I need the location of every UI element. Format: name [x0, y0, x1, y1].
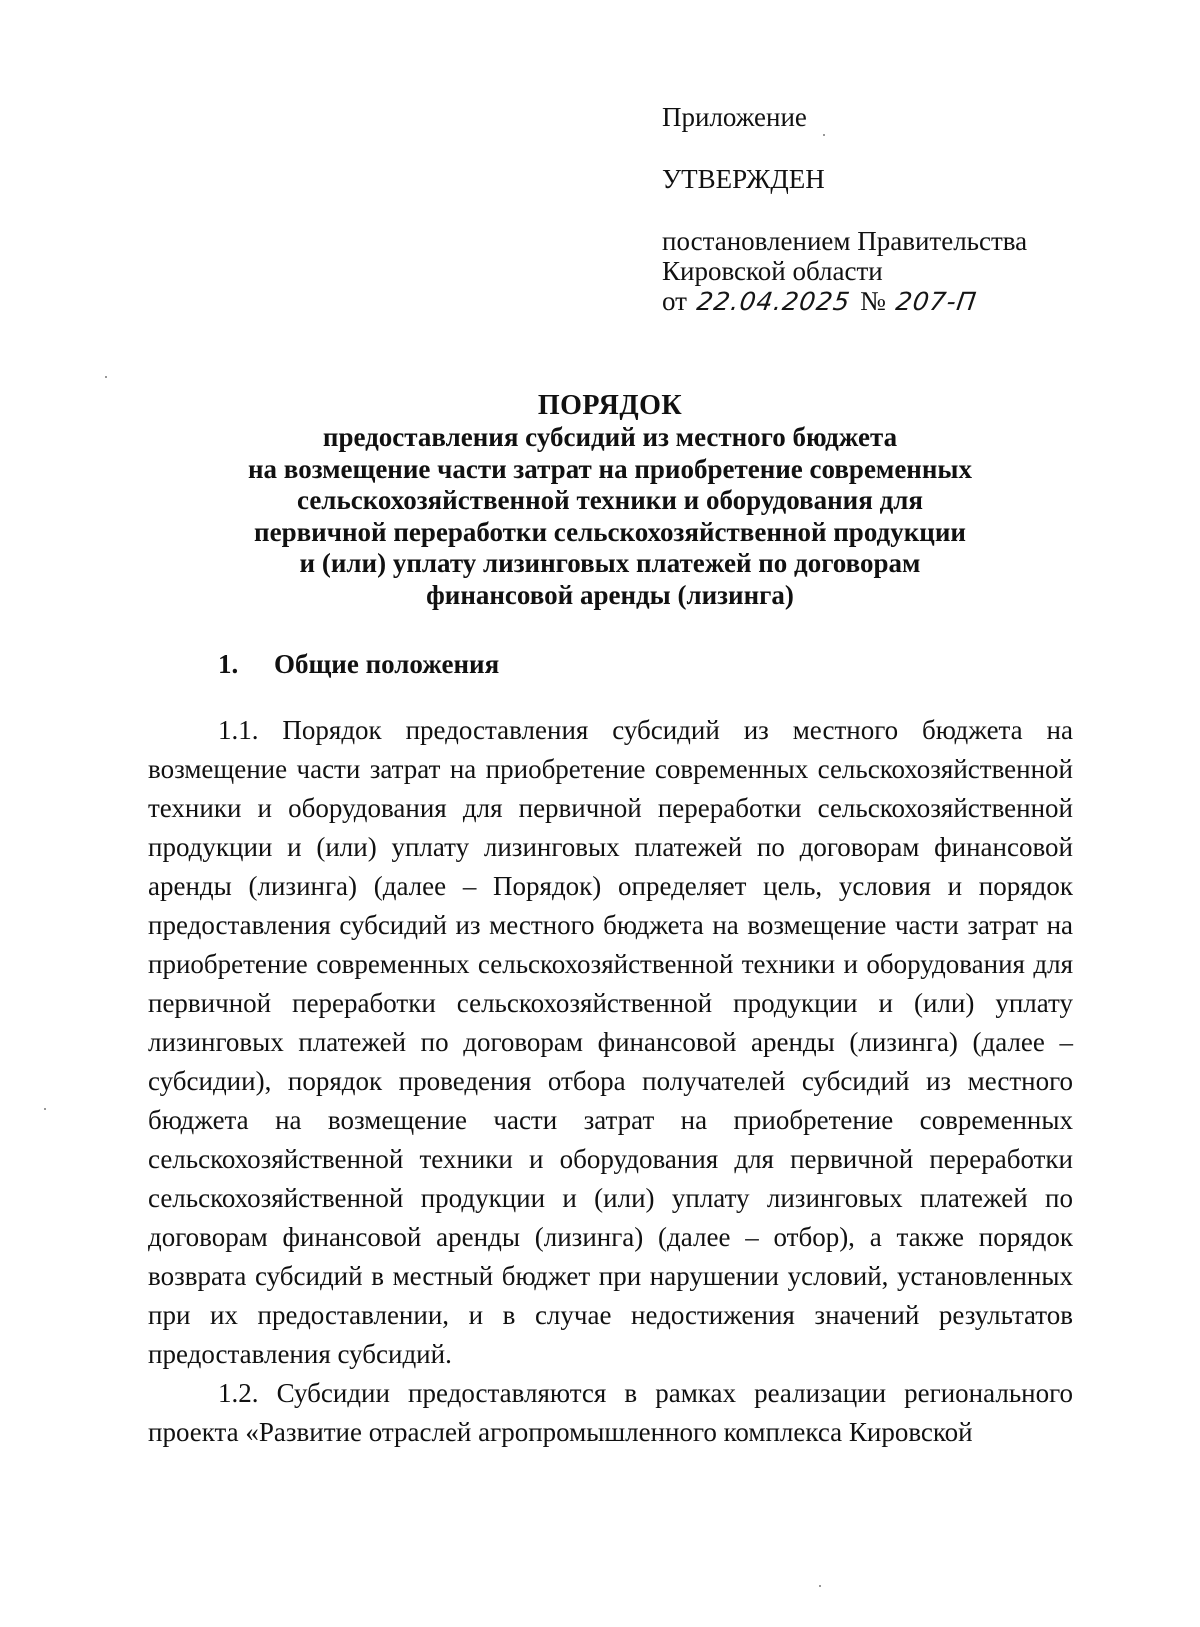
scan-speck	[105, 376, 107, 378]
appendix-label: Приложение	[662, 102, 807, 132]
section-heading	[218, 648, 499, 680]
title-line: предоставления субсидий из местного бюджета	[322, 422, 898, 452]
approved-by-line-1: постановлением Правительства	[662, 226, 1028, 256]
approved-label: УТВЕРЖДЕН	[662, 164, 825, 194]
handwritten-date: 22.04.2025	[694, 287, 853, 316]
title-line: и (или) уплату лизинговых платежей по договорам	[299, 548, 921, 578]
scan-speck	[44, 1108, 46, 1110]
paragraph-1-2: 1.2. Субсидии предоставляются в рамках реализации регионального проекта «Развитие отраслей агропромышленного комплекса Кировской	[148, 1378, 1073, 1447]
scan-speck	[823, 134, 825, 136]
title-main: ПОРЯДОК	[537, 390, 683, 421]
title-line: финансовой аренды (лизинга)	[426, 579, 794, 610]
section-body	[148, 711, 1073, 1452]
approval-date-line	[662, 286, 1122, 317]
section-title: Общие положения	[274, 649, 500, 679]
number-sign: №	[860, 286, 886, 316]
title-line: сельскохозяйственной техники и оборудования для	[297, 485, 923, 515]
title-line: на возмещение части затрат на приобретение современных	[247, 453, 973, 484]
scan-speck	[819, 1585, 821, 1587]
date-prefix: от	[662, 286, 687, 316]
approval-block	[662, 102, 1122, 317]
section-number: 1.	[218, 649, 239, 679]
paragraph-1-1: 1.1. Порядок предоставления субсидий из местного бюджета на возмещение части затрат на приобретение современных сельскохозяйственной техники и оборудования для первичной переработки сельскохозяйственной продукции и (или) уплату лизинговых платежей по договорам финансовой аренды (лизинга) (далее – Порядок) определяет цель, условия и порядок предоставления субсидий из местного бюджета на возмещение части затрат на приобретение современных сельскохозяйственной техники и оборудования для первичной переработки сельскохозяйственной продукции и (или) уплату лизинговых платежей по договорам финансовой аренды (лизинга) (далее – субсидии), порядок проведения отбора получателей субсидий из местного бюджета на возмещение части затрат на приобретение современных сельскохозяйственной техники и оборудования для первичной переработки сельскохозяйственной продукции и (или) уплату лизинговых платежей по договорам финансовой аренды (лизинга) (далее – отбор), а также порядок возврата субсидий в местный бюджет при нарушении условий, установленных при их предоставлении, и в случае недостижения значений результатов предоставления субсидий.	[148, 715, 1073, 1369]
title-line: первичной переработки сельскохозяйственной продукции	[254, 516, 966, 547]
approved-by-line-2: Кировской области	[662, 256, 883, 286]
document-title	[160, 390, 1060, 611]
handwritten-number: 207-П	[893, 287, 979, 316]
